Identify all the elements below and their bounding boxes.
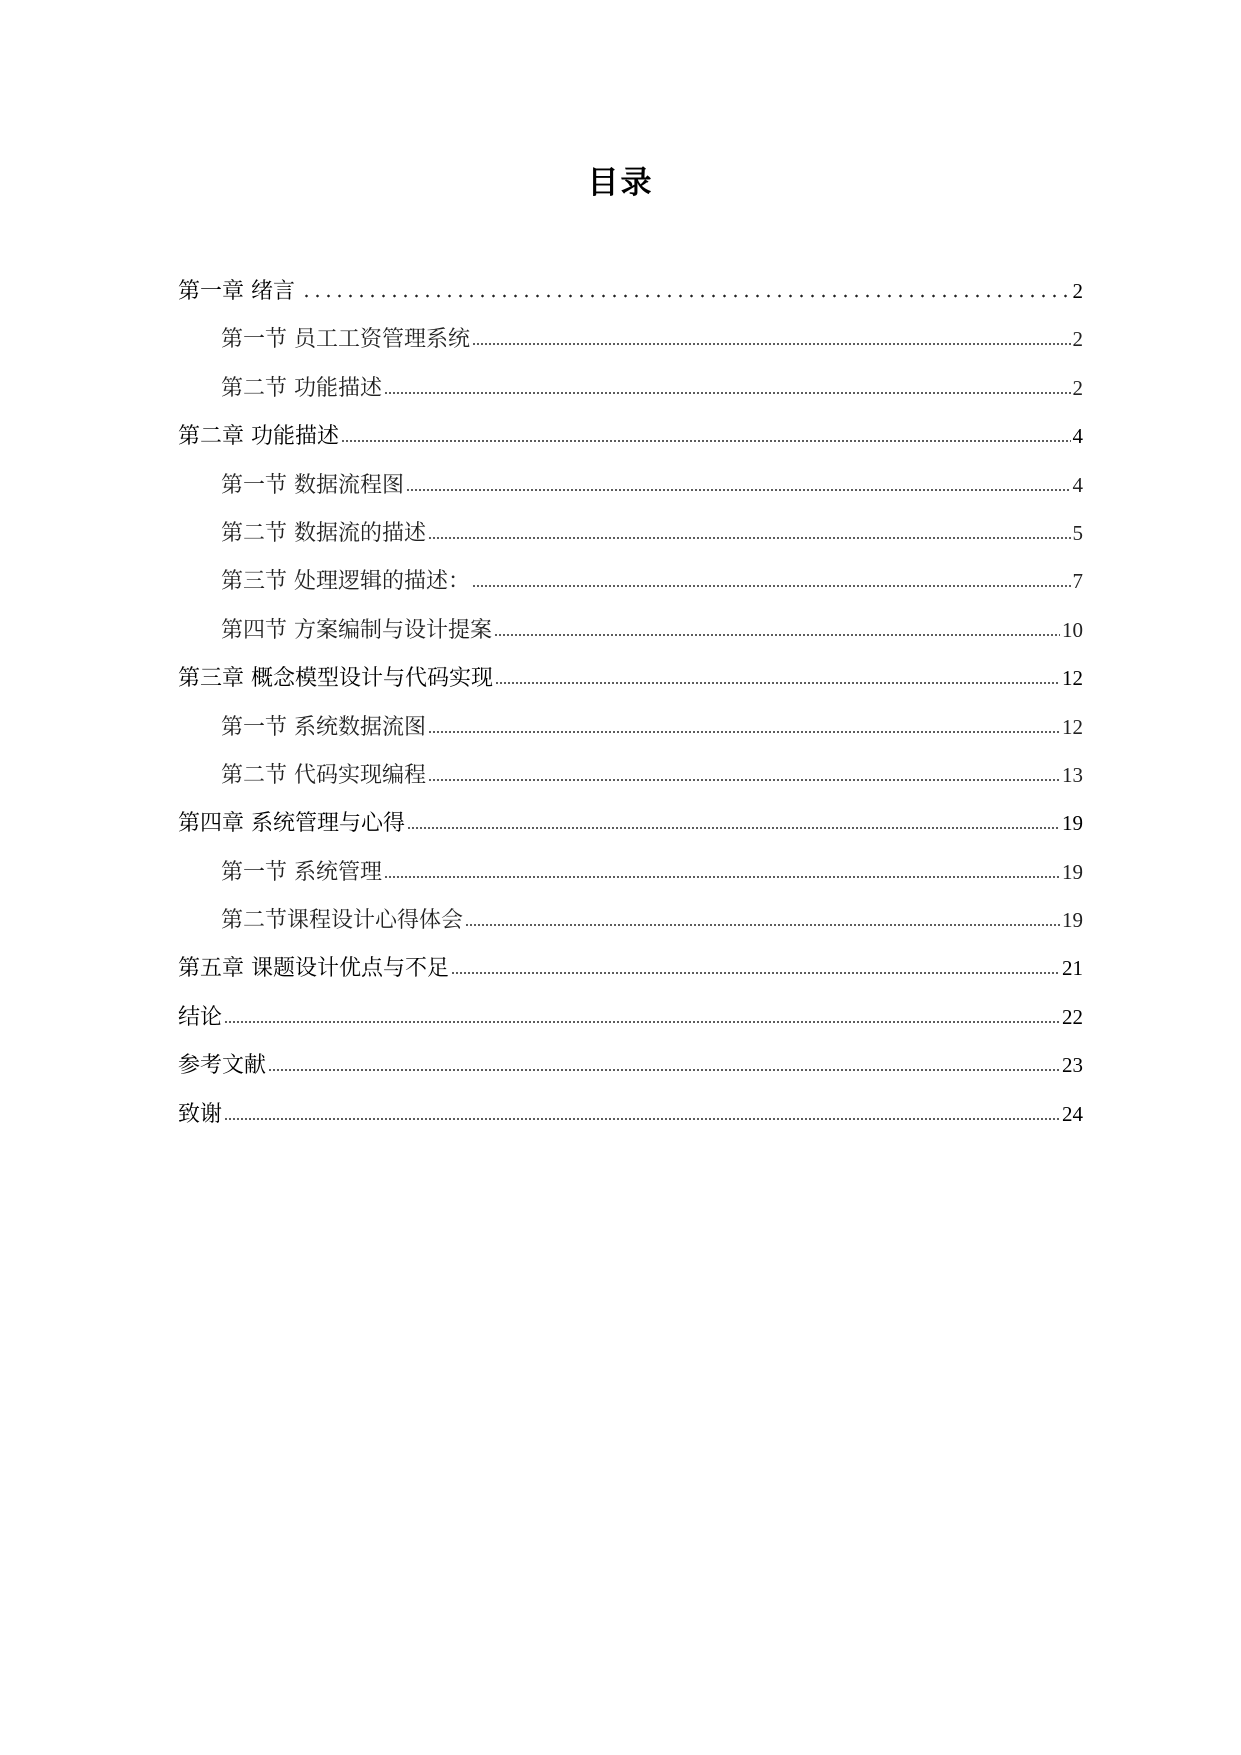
toc-entry[interactable] bbox=[178, 513, 1083, 561]
toc-entry-label: 第一节 数据流程图 bbox=[221, 472, 404, 498]
page-title: 目录 bbox=[587, 164, 654, 201]
toc-entry-page-number: 24 bbox=[1062, 1101, 1083, 1126]
toc-entry-label: 第五章 课题设计优点与不足 bbox=[178, 956, 449, 982]
toc-entry[interactable] bbox=[178, 271, 1083, 319]
toc-dot-leader bbox=[428, 730, 1060, 734]
toc-entry-page-number: 2 bbox=[1072, 375, 1083, 400]
toc-dot-leader bbox=[495, 681, 1060, 685]
toc-entry-label: 第三节 处理逻辑的描述： bbox=[221, 569, 470, 595]
toc-entry[interactable] bbox=[178, 368, 1083, 416]
toc-dot-leader bbox=[301, 294, 1069, 298]
toc-dot-leader bbox=[384, 391, 1071, 395]
toc-dot-leader bbox=[224, 1117, 1060, 1121]
toc-entry-label: 第一章 绪言 bbox=[178, 279, 295, 304]
toc-dot-leader bbox=[224, 1020, 1060, 1024]
toc-entry[interactable] bbox=[178, 852, 1083, 900]
toc-entry[interactable] bbox=[178, 658, 1083, 706]
toc-dot-leader bbox=[407, 826, 1060, 830]
toc-entry-label: 参考文献 bbox=[178, 1053, 267, 1079]
toc-entry[interactable] bbox=[178, 610, 1083, 658]
toc-dot-leader bbox=[465, 923, 1060, 927]
toc-dot-leader bbox=[268, 1068, 1060, 1072]
toc-entry[interactable] bbox=[178, 465, 1083, 513]
toc-entry-page-number: 2 bbox=[1072, 279, 1083, 303]
toc-entry-page-number: 5 bbox=[1072, 520, 1083, 545]
toc-entry-page-number: 23 bbox=[1062, 1053, 1083, 1078]
toc-entry-label: 致谢 bbox=[178, 1101, 223, 1127]
toc-entry-page-number: 12 bbox=[1062, 666, 1083, 691]
toc-entry-page-number: 4 bbox=[1072, 424, 1083, 449]
toc-dot-leader bbox=[384, 875, 1060, 879]
toc-entry-label: 第二节课程设计心得体会 bbox=[221, 908, 464, 934]
toc-entry-page-number: 7 bbox=[1072, 569, 1083, 594]
toc-entry-page-number: 19 bbox=[1062, 811, 1083, 836]
table-of-contents bbox=[178, 271, 1083, 1142]
toc-entry-label: 第一节 员工工资管理系统 bbox=[221, 327, 470, 353]
toc-dot-leader bbox=[451, 971, 1060, 975]
toc-entry[interactable] bbox=[178, 948, 1083, 996]
toc-dot-leader bbox=[472, 342, 1071, 346]
toc-entry-page-number: 10 bbox=[1062, 617, 1083, 642]
toc-dot-leader bbox=[341, 439, 1071, 443]
toc-entry[interactable] bbox=[178, 1045, 1083, 1093]
toc-entry[interactable] bbox=[178, 755, 1083, 803]
toc-entry-label: 第三章 概念模型设计与代码实现 bbox=[178, 666, 493, 692]
toc-entry-page-number: 22 bbox=[1062, 1004, 1083, 1029]
toc-entry-label: 第二节 功能描述 bbox=[221, 375, 382, 401]
toc-entry-page-number: 2 bbox=[1072, 327, 1083, 352]
toc-entry-page-number: 21 bbox=[1062, 956, 1083, 981]
toc-entry[interactable] bbox=[178, 1094, 1083, 1142]
toc-entry-label: 第四章 系统管理与心得 bbox=[178, 811, 405, 837]
toc-entry[interactable] bbox=[178, 319, 1083, 367]
toc-entry-page-number: 19 bbox=[1062, 908, 1083, 933]
toc-dot-leader bbox=[406, 488, 1071, 492]
toc-entry[interactable] bbox=[178, 803, 1083, 851]
toc-dot-leader bbox=[494, 633, 1060, 637]
toc-entry[interactable] bbox=[178, 416, 1083, 464]
toc-dot-leader bbox=[428, 778, 1060, 782]
toc-entry-label: 结论 bbox=[178, 1004, 223, 1030]
toc-entry[interactable] bbox=[178, 707, 1083, 755]
toc-entry-page-number: 4 bbox=[1072, 472, 1083, 497]
toc-entry-label: 第二节 数据流的描述 bbox=[221, 520, 426, 546]
toc-entry[interactable] bbox=[178, 900, 1083, 948]
toc-entry-label: 第一节 系统数据流图 bbox=[221, 714, 426, 740]
toc-entry-page-number: 12 bbox=[1062, 714, 1083, 739]
toc-entry[interactable] bbox=[178, 561, 1083, 609]
toc-entry[interactable] bbox=[178, 997, 1083, 1045]
toc-entry-label: 第二节 代码实现编程 bbox=[221, 762, 426, 788]
toc-dot-leader bbox=[472, 584, 1071, 588]
toc-entry-page-number: 13 bbox=[1062, 762, 1083, 787]
toc-entry-page-number: 19 bbox=[1062, 859, 1083, 884]
toc-entry-label: 第四节 方案编制与设计提案 bbox=[221, 617, 492, 643]
toc-entry-label: 第二章 功能描述 bbox=[178, 424, 339, 450]
toc-entry-label: 第一节 系统管理 bbox=[221, 859, 382, 885]
toc-dot-leader bbox=[428, 536, 1071, 540]
